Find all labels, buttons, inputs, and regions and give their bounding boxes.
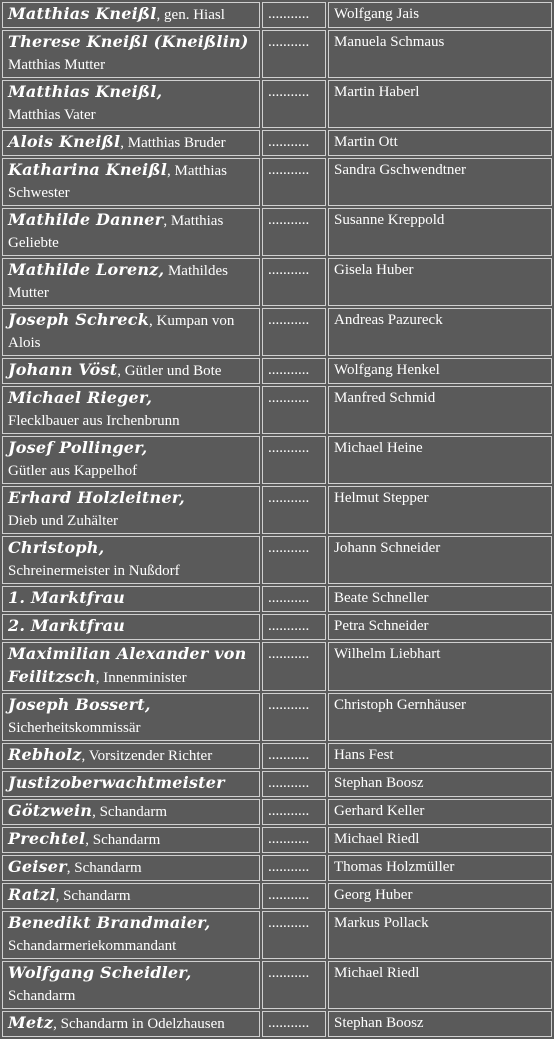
role-name: Johann Vöst — [8, 360, 118, 379]
role-name: Joseph Bossert, — [8, 695, 151, 714]
role-name: Matthias Kneißl — [8, 4, 157, 23]
cast-row — [2, 130, 552, 156]
actor-name: Petra Schneider — [328, 614, 552, 640]
actor-name: Helmut Stepper — [328, 486, 552, 534]
role-name: Rebholz — [8, 745, 82, 764]
role-name: Alois Kneißl — [8, 132, 121, 151]
role-name: Prechtel — [8, 829, 86, 848]
role-description: Matthias Vater — [8, 107, 96, 123]
actor-name: Georg Huber — [328, 883, 552, 909]
role-cell — [2, 158, 260, 206]
role-cell — [2, 1011, 260, 1037]
role-cell — [2, 358, 260, 384]
dot-leader: ........... — [262, 586, 326, 612]
role-name: 2. Marktfrau — [8, 616, 125, 635]
dot-leader: ........... — [262, 642, 326, 691]
dot-leader: ........... — [262, 743, 326, 769]
role-description: , Gütler und Bote — [117, 363, 222, 379]
dot-leader: ........... — [262, 1011, 326, 1037]
role-name: Mathilde Lorenz, — [8, 260, 165, 279]
cast-row — [2, 642, 552, 691]
role-cell — [2, 961, 260, 1009]
dot-leader: ........... — [262, 358, 326, 384]
role-description: Schandarm — [8, 988, 76, 1004]
role-name: Ratzl — [8, 885, 56, 904]
cast-row — [2, 308, 552, 356]
dot-leader: ........... — [262, 961, 326, 1009]
role-name: Metz — [8, 1013, 54, 1032]
role-description: Flecklbauer aus Irchenbrunn — [8, 413, 180, 429]
role-cell — [2, 586, 260, 612]
actor-name: Wolfgang Jais — [328, 2, 552, 28]
role-cell — [2, 642, 260, 691]
role-description: , Schandarm — [85, 832, 161, 848]
actor-name: Hans Fest — [328, 743, 552, 769]
cast-row — [2, 208, 552, 256]
role-cell — [2, 386, 260, 434]
role-cell — [2, 883, 260, 909]
role-name: Geiser — [8, 857, 67, 876]
role-name: Katharina Kneißl — [8, 160, 167, 179]
role-cell — [2, 693, 260, 741]
cast-row — [2, 80, 552, 128]
role-description: Gütler aus Kappelhof — [8, 463, 138, 479]
dot-leader: ........... — [262, 799, 326, 825]
actor-name: Wolfgang Henkel — [328, 358, 552, 384]
cast-row — [2, 586, 552, 612]
role-description: , Kumpan von Alois — [8, 313, 235, 351]
cast-row — [2, 743, 552, 769]
actor-name: Michael Riedl — [328, 961, 552, 1009]
role-description: , Schandarm — [55, 888, 131, 904]
dot-leader: ........... — [262, 130, 326, 156]
role-description: Schandarmeriekommandant — [8, 938, 177, 954]
role-name: Wolfgang Scheidler, — [8, 963, 192, 982]
dot-leader: ........... — [262, 2, 326, 28]
role-cell — [2, 911, 260, 959]
dot-leader: ........... — [262, 536, 326, 584]
cast-row — [2, 693, 552, 741]
cast-row — [2, 799, 552, 825]
cast-list-body — [2, 2, 552, 1037]
cast-row — [2, 158, 552, 206]
dot-leader: ........... — [262, 486, 326, 534]
role-name: Matthias Kneißl, — [8, 82, 163, 101]
dot-leader: ........... — [262, 30, 326, 78]
dot-leader: ........... — [262, 158, 326, 206]
actor-name: Gisela Huber — [328, 258, 552, 306]
role-description: , Schandarm in Odelzhausen — [53, 1016, 225, 1032]
role-cell — [2, 855, 260, 881]
cast-row — [2, 855, 552, 881]
cast-row — [2, 536, 552, 584]
actor-name: Martin Haberl — [328, 80, 552, 128]
role-description: Dieb und Zuhälter — [8, 513, 118, 529]
actor-name: Markus Pollack — [328, 911, 552, 959]
actor-name: Johann Schneider — [328, 536, 552, 584]
role-cell — [2, 30, 260, 78]
role-cell — [2, 799, 260, 825]
role-name: Christoph, — [8, 538, 105, 557]
dot-leader: ........... — [262, 436, 326, 484]
actor-name: Stephan Boosz — [328, 771, 552, 797]
actor-name: Wilhelm Liebhart — [328, 642, 552, 691]
cast-row — [2, 486, 552, 534]
cast-row — [2, 827, 552, 853]
dot-leader: ........... — [262, 771, 326, 797]
dot-leader: ........... — [262, 614, 326, 640]
actor-name: Sandra Gschwendtner — [328, 158, 552, 206]
role-cell — [2, 308, 260, 356]
cast-row — [2, 436, 552, 484]
actor-name: Manfred Schmid — [328, 386, 552, 434]
role-cell — [2, 486, 260, 534]
role-cell — [2, 130, 260, 156]
dot-leader: ........... — [262, 827, 326, 853]
role-description: , Innenminister — [95, 670, 187, 686]
role-cell — [2, 771, 260, 797]
cast-row — [2, 911, 552, 959]
cast-row — [2, 258, 552, 306]
role-cell — [2, 80, 260, 128]
role-description: , Vorsitzender Richter — [81, 748, 213, 764]
dot-leader: ........... — [262, 308, 326, 356]
dot-leader: ........... — [262, 883, 326, 909]
actor-name: Andreas Pazureck — [328, 308, 552, 356]
dot-leader: ........... — [262, 208, 326, 256]
role-description: , Matthias Geliebte — [8, 213, 224, 251]
actor-name: Martin Ott — [328, 130, 552, 156]
actor-name: Thomas Holzmüller — [328, 855, 552, 881]
actor-name: Manuela Schmaus — [328, 30, 552, 78]
role-description: , gen. Hiasl — [156, 7, 225, 23]
dot-leader: ........... — [262, 80, 326, 128]
role-name: Maximilian Alexander von Feilitzsch — [8, 644, 247, 686]
role-name: Benedikt Brandmaier, — [8, 913, 211, 932]
role-description: , Matthias Schwester — [8, 163, 227, 201]
actor-name: Christoph Gernhäuser — [328, 693, 552, 741]
actor-name: Susanne Kreppold — [328, 208, 552, 256]
role-cell — [2, 2, 260, 28]
dot-leader: ........... — [262, 911, 326, 959]
role-name: Erhard Holzleitner, — [8, 488, 185, 507]
role-name: Josef Pollinger, — [8, 438, 148, 457]
dot-leader: ........... — [262, 855, 326, 881]
cast-row — [2, 961, 552, 1009]
role-name: Joseph Schreck — [8, 310, 149, 329]
role-cell — [2, 827, 260, 853]
cast-row — [2, 2, 552, 28]
cast-row — [2, 614, 552, 640]
role-cell — [2, 208, 260, 256]
dot-leader: ........... — [262, 258, 326, 306]
role-name: 1. Marktfrau — [8, 588, 125, 607]
dot-leader: ........... — [262, 386, 326, 434]
role-cell — [2, 743, 260, 769]
role-cell — [2, 436, 260, 484]
cast-row — [2, 1011, 552, 1037]
role-name: Mathilde Danner — [8, 210, 164, 229]
cast-row — [2, 386, 552, 434]
role-cell — [2, 614, 260, 640]
actor-name: Beate Schneller — [328, 586, 552, 612]
cast-row — [2, 358, 552, 384]
role-name: Götzwein — [8, 801, 93, 820]
role-name: Michael Rieger, — [8, 388, 153, 407]
role-description: , Schandarm — [66, 860, 142, 876]
role-name: Justizoberwachtmeister — [8, 773, 225, 792]
actor-name: Gerhard Keller — [328, 799, 552, 825]
role-description: Sicherheitskommissär — [8, 720, 141, 736]
cast-row — [2, 883, 552, 909]
actor-name: Michael Heine — [328, 436, 552, 484]
role-description: Mathildes Mutter — [8, 263, 228, 301]
role-name: Therese Kneißl (Kneißlin) — [8, 32, 249, 51]
role-cell — [2, 258, 260, 306]
cast-row — [2, 771, 552, 797]
actor-name: Stephan Boosz — [328, 1011, 552, 1037]
role-description: , Schandarm — [92, 804, 168, 820]
actor-name: Michael Riedl — [328, 827, 552, 853]
role-description: , Matthias Bruder — [120, 135, 226, 151]
role-description: Schreinermeister in Nußdorf — [8, 563, 180, 579]
role-cell — [2, 536, 260, 584]
dot-leader: ........... — [262, 693, 326, 741]
cast-row — [2, 30, 552, 78]
role-description: Matthias Mutter — [8, 57, 106, 73]
